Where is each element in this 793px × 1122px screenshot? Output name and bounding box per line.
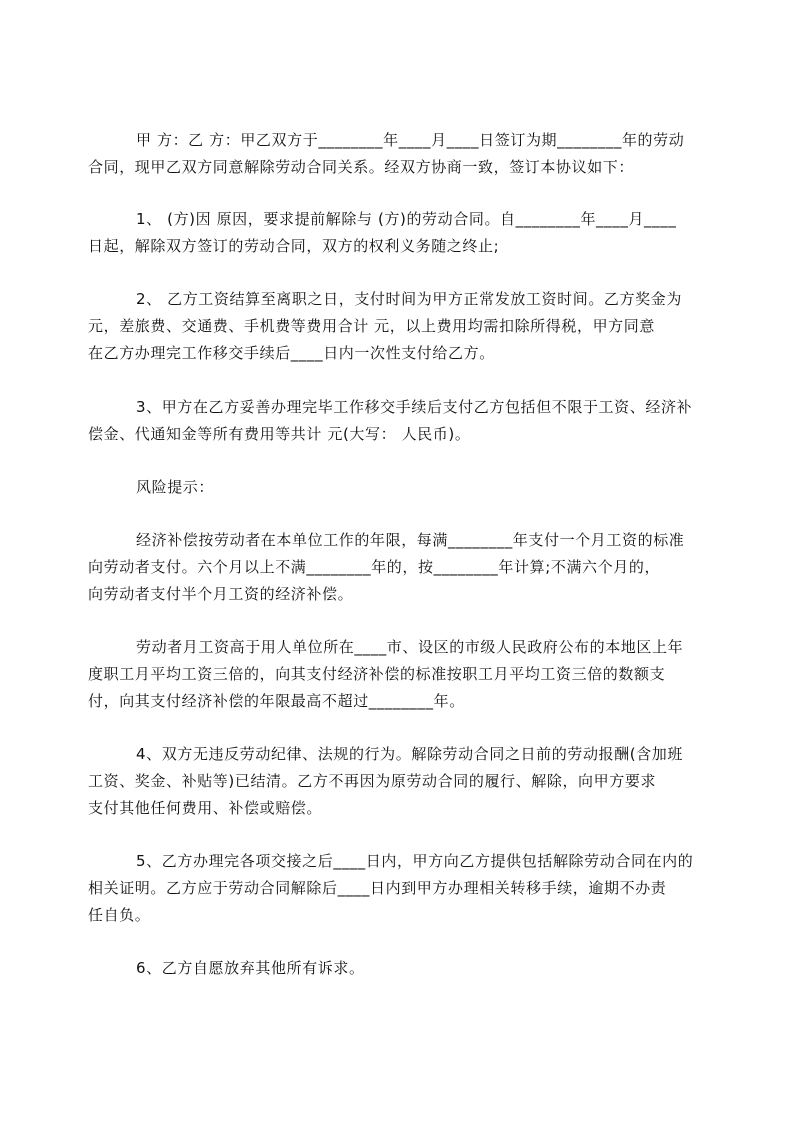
paragraph-line: 相关证明。乙方应于劳动合同解除后____日内到甲方办理相关转移手续，逾期不办责 bbox=[88, 879, 667, 897]
paragraph-line: 任自负。 bbox=[88, 906, 151, 924]
paragraph-line: 2、 乙方工资结算至离职之日，支付时间为甲方正常发放工资时间。乙方奖金为 bbox=[136, 290, 682, 308]
paragraph-line: 1、 (方)因 原因，要求提前解除与 (方)的劳动合同。自________年____月____ bbox=[136, 210, 677, 228]
paragraph-line: 3、甲方在乙方妥善办理完毕工作移交手续后支付乙方包括但不限于工资、经济补 bbox=[136, 398, 693, 416]
paragraph-clause-3 bbox=[88, 394, 713, 448]
paragraph-risk-title bbox=[88, 474, 713, 501]
paragraph-line: 工资、奖金、补贴等)已结清。乙方不再因为原劳动合同的履行、解除，向甲方要求 bbox=[88, 772, 657, 790]
paragraph-clause-1 bbox=[88, 206, 713, 260]
paragraph-line: 合同，现甲乙双方同意解除劳动合同关系。经双方协商一致，签订本协议如下： bbox=[88, 158, 635, 176]
paragraph-line: 经济补偿按劳动者在本单位工作的年限，每满________年支付一个月工资的标准 bbox=[136, 531, 685, 549]
paragraph-clause-6 bbox=[88, 955, 713, 982]
paragraph-line: 甲 方：乙 方：甲乙双方于________年____月____日签订为期________年的劳动 bbox=[136, 131, 685, 149]
paragraph-clause-4 bbox=[88, 741, 713, 822]
paragraph-line: 日起，解除双方签订的劳动合同，双方的权利义务随之终止; bbox=[88, 237, 500, 255]
paragraph-clause-2 bbox=[88, 286, 713, 367]
paragraph-line: 元，差旅费、交通费、手机费等费用合计 元，以上费用均需扣除所得税，甲方同意 bbox=[88, 317, 655, 335]
paragraph-line: 5、乙方办理完各项交接之后____日内，甲方向乙方提供包括解除劳动合同在内的 bbox=[136, 852, 694, 870]
paragraph-line: 在乙方办理完工作移交手续后____日内一次性支付给乙方。 bbox=[88, 344, 495, 362]
paragraph-intro bbox=[88, 127, 713, 181]
paragraph-risk-1 bbox=[88, 527, 713, 608]
paragraph-line: 偿金、代通知金等所有费用等共计 元(大写： 人民币)。 bbox=[88, 425, 471, 443]
paragraph-line: 4、双方无违反劳动纪律、法规的行为。解除劳动合同之日前的劳动报酬(含加班 bbox=[136, 745, 683, 763]
paragraph-line: 6、乙方自愿放弃其他所有诉求。 bbox=[136, 959, 365, 977]
paragraph-line: 度职工月平均工资三倍的，向其支付经济补偿的标准按职工月平均工资三倍的数额支 bbox=[88, 665, 666, 683]
paragraph-clause-5 bbox=[88, 848, 713, 929]
paragraph-line: 支付其他任何费用、补偿或赔偿。 bbox=[88, 799, 323, 817]
paragraph-risk-2 bbox=[88, 634, 713, 715]
paragraph-line: 向劳动者支付半个月工资的经济补偿。 bbox=[88, 585, 354, 603]
paragraph-line: 付，向其支付经济补偿的年限最高不超过________年。 bbox=[88, 692, 465, 710]
paragraph-line: 向劳动者支付。六个月以上不满________年的，按________年计算;不满六个月的， bbox=[88, 558, 661, 576]
paragraph-line: 劳动者月工资高于用人单位所在____市、设区的市级人民政府公布的本地区上年 bbox=[136, 638, 684, 656]
section-heading: 风险提示： bbox=[136, 478, 215, 496]
